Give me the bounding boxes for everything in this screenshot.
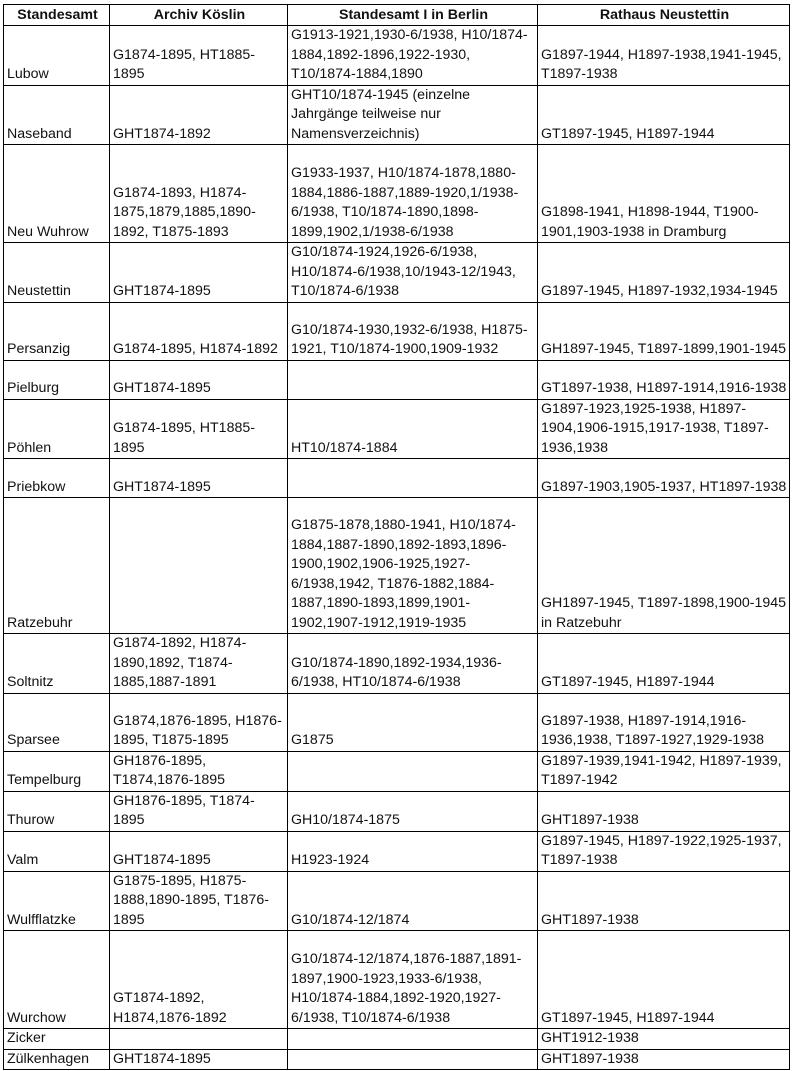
neustettin-cell: G1897-1923,1925-1938, H1897-1904,1906-1915,1917-1938, T1897-1936,1938 [538, 399, 790, 459]
table-row [4, 302, 790, 360]
table-row [4, 459, 790, 498]
berlin-cell: G10/1874-1890,1892-1934,1936-6/1938, HT10/1874-6/1938 [288, 634, 538, 694]
koeslin-cell: G1874-1893, H1874-1875,1879,1885,1890-1892, T1875-1893 [110, 145, 288, 243]
place-cell: Pielburg [4, 360, 110, 399]
berlin-cell: HT10/1874-1884 [288, 399, 538, 459]
place-cell: Soltnitz [4, 634, 110, 694]
table-row [4, 360, 790, 399]
table-row [4, 871, 790, 931]
berlin-cell: G1913-1921,1930-6/1938, H10/1874-1884,1892-1896,1922-1930, T10/1874-1884,1890 [288, 26, 538, 86]
header-standesamt: Standesamt [4, 5, 110, 26]
berlin-cell: GHT10/1874-1945 (einzelne Jahrgänge teilweise nur Namensverzeichnis) [288, 85, 538, 145]
koeslin-cell: GH1876-1895, T1874-1895 [110, 791, 288, 831]
neustettin-cell: G1897-1945, H1897-1932,1934-1945 [538, 243, 790, 303]
neustettin-cell: GHT1897-1938 [538, 1049, 790, 1070]
place-cell: Lubow [4, 26, 110, 86]
koeslin-cell: G1874,1876-1895, H1876-1895, T1875-1895 [110, 693, 288, 751]
berlin-cell: G10/1874-1930,1932-6/1938, H1875-1921, T10/1874-1900,1909-1932 [288, 302, 538, 360]
place-cell: Zülkenhagen [4, 1049, 110, 1070]
header-row [4, 5, 790, 26]
table-row [4, 26, 790, 86]
koeslin-cell: GHT1874-1895 [110, 459, 288, 498]
table-row [4, 831, 790, 871]
place-cell: Thurow [4, 791, 110, 831]
table-row [4, 791, 790, 831]
place-cell: Sparsee [4, 693, 110, 751]
table-row [4, 1049, 790, 1070]
table-row [4, 145, 790, 243]
koeslin-cell: GHT1874-1895 [110, 243, 288, 303]
koeslin-cell [110, 498, 288, 634]
place-cell: Wulfflatzke [4, 871, 110, 931]
neustettin-cell: G1897-1944, H1897-1938,1941-1945, T1897-1938 [538, 26, 790, 86]
neustettin-cell: G1897-1945, H1897-1922,1925-1937, T1897-1938 [538, 831, 790, 871]
place-cell: Tempelburg [4, 751, 110, 791]
place-cell: Ratzebuhr [4, 498, 110, 634]
berlin-cell [288, 1049, 538, 1070]
berlin-cell: G1875-1878,1880-1941, H10/1874-1884,1887-1890,1892-1893,1896-1900,1902,1906-1925,1927-6/1938,1942, T1876-1882,1884-1887,1890-1893,1899,1901-1902,1907-1912,1919-1935 [288, 498, 538, 634]
neustettin-cell: GT1897-1945, H1897-1944 [538, 85, 790, 145]
place-cell: Valm [4, 831, 110, 871]
table-row [4, 1029, 790, 1050]
koeslin-cell: GH1876-1895, T1874,1876-1895 [110, 751, 288, 791]
neustettin-cell: G1897-1938, H1897-1914,1916-1936,1938, T1897-1927,1929-1938 [538, 693, 790, 751]
place-cell: Naseband [4, 85, 110, 145]
place-cell: Priebkow [4, 459, 110, 498]
table-row [4, 634, 790, 694]
koeslin-cell: G1874-1892, H1874-1890,1892, T1874-1885,1887-1891 [110, 634, 288, 694]
neustettin-cell: GH1897-1945, T1897-1898,1900-1945 in Ratzebuhr [538, 498, 790, 634]
neustettin-cell: GT1897-1938, H1897-1914,1916-1938 [538, 360, 790, 399]
koeslin-cell: GHT1874-1895 [110, 831, 288, 871]
koeslin-cell: GHT1874-1895 [110, 1049, 288, 1070]
neustettin-cell: G1897-1939,1941-1942, H1897-1939, T1897-1942 [538, 751, 790, 791]
table-row [4, 751, 790, 791]
koeslin-cell: G1875-1895, H1875-1888,1890-1895, T1876-1895 [110, 871, 288, 931]
koeslin-cell: GHT1874-1895 [110, 360, 288, 399]
berlin-cell [288, 459, 538, 498]
koeslin-cell [110, 1029, 288, 1050]
header-archiv-koeslin: Archiv Köslin [110, 5, 288, 26]
koeslin-cell: GT1874-1892, H1874,1876-1892 [110, 931, 288, 1029]
berlin-cell [288, 1029, 538, 1050]
place-cell: Zicker [4, 1029, 110, 1050]
header-standesamt-berlin: Standesamt I in Berlin [288, 5, 538, 26]
table-row [4, 931, 790, 1029]
neustettin-cell: GHT1897-1938 [538, 791, 790, 831]
neustettin-cell: G1898-1941, H1898-1944, T1900-1901,1903-1938 in Dramburg [538, 145, 790, 243]
table-row [4, 498, 790, 634]
neustettin-cell: GT1897-1945, H1897-1944 [538, 931, 790, 1029]
koeslin-cell: G1874-1895, HT1885-1895 [110, 399, 288, 459]
place-cell: Neustettin [4, 243, 110, 303]
berlin-cell: G10/1874-12/1874 [288, 871, 538, 931]
neustettin-cell: GH1897-1945, T1897-1899,1901-1945 [538, 302, 790, 360]
koeslin-cell: G1874-1895, H1874-1892 [110, 302, 288, 360]
place-cell: Persanzig [4, 302, 110, 360]
neustettin-cell: GHT1912-1938 [538, 1029, 790, 1050]
koeslin-cell: GHT1874-1892 [110, 85, 288, 145]
registry-table [3, 4, 790, 1070]
berlin-cell: H1923-1924 [288, 831, 538, 871]
berlin-cell: G10/1874-12/1874,1876-1887,1891-1897,1900-1923,1933-6/1938, H10/1874-1884,1892-1920,1927-6/1938, T10/1874-6/1938 [288, 931, 538, 1029]
neustettin-cell: GT1897-1945, H1897-1944 [538, 634, 790, 694]
place-cell: Neu Wuhrow [4, 145, 110, 243]
berlin-cell: GH10/1874-1875 [288, 791, 538, 831]
berlin-cell [288, 360, 538, 399]
berlin-cell: G1933-1937, H10/1874-1878,1880-1884,1886-1887,1889-1920,1/1938-6/1938, T10/1874-1890,1898-1899,1902,1/1938-6/1938 [288, 145, 538, 243]
place-cell: Pöhlen [4, 399, 110, 459]
berlin-cell: G1875 [288, 693, 538, 751]
table-row [4, 693, 790, 751]
table-row [4, 243, 790, 303]
table-row [4, 85, 790, 145]
berlin-cell [288, 751, 538, 791]
berlin-cell: G10/1874-1924,1926-6/1938, H10/1874-6/1938,10/1943-12/1943, T10/1874-6/1938 [288, 243, 538, 303]
place-cell: Wurchow [4, 931, 110, 1029]
koeslin-cell: G1874-1895, HT1885-1895 [110, 26, 288, 86]
table-row [4, 399, 790, 459]
header-rathaus-neustettin: Rathaus Neustettin [538, 5, 790, 26]
neustettin-cell: GHT1897-1938 [538, 871, 790, 931]
neustettin-cell: G1897-1903,1905-1937, HT1897-1938 [538, 459, 790, 498]
